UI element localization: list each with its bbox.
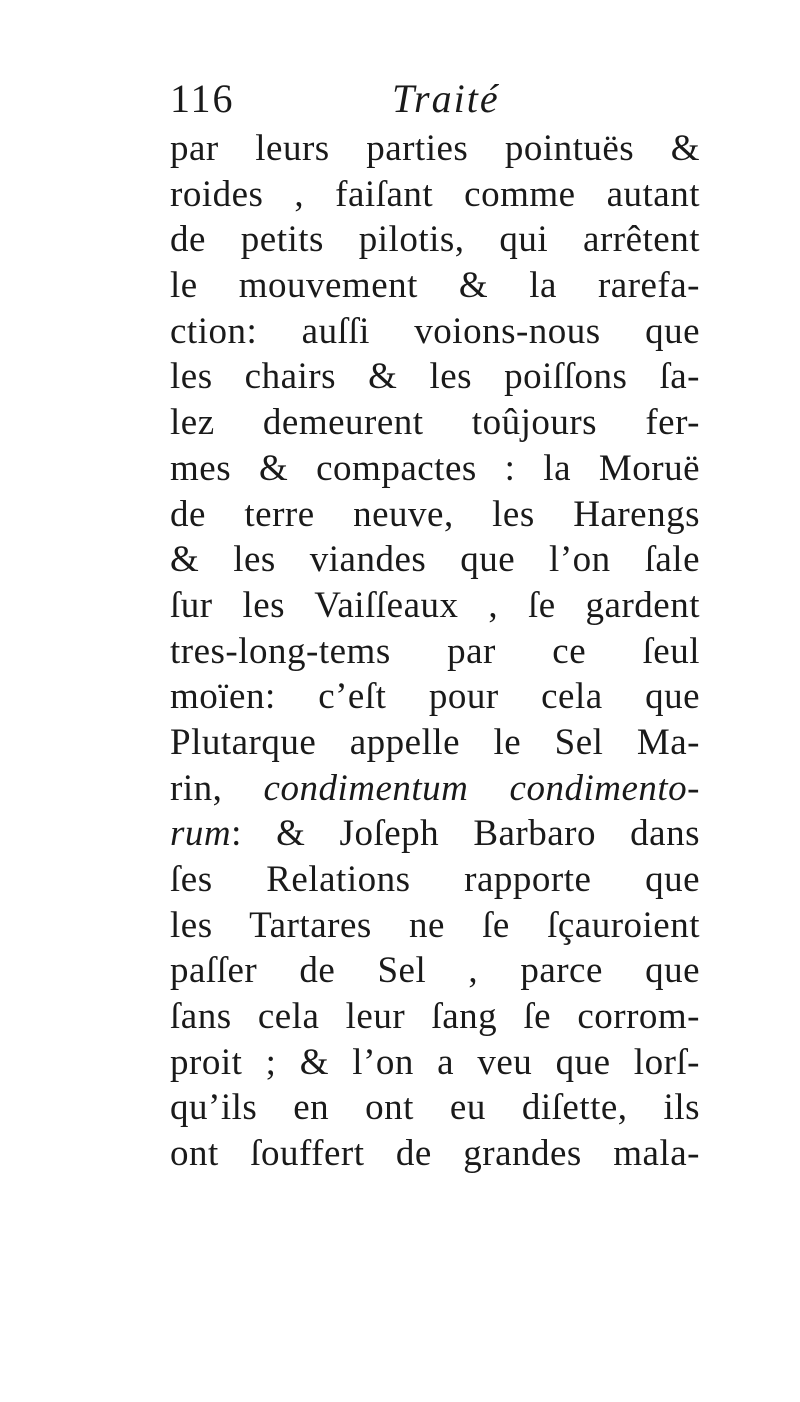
text-line: le mouvement & la rarefa- bbox=[170, 265, 700, 307]
running-title: Traité bbox=[392, 76, 500, 121]
latin-phrase: rum bbox=[170, 813, 232, 855]
text-line: rum: & Joſeph Barbaro dans bbox=[170, 813, 700, 855]
text-line: ſes Relations rapporte que bbox=[170, 859, 700, 900]
text-line: qu’ils en ont eu diſette, ils bbox=[170, 1087, 700, 1129]
text-line: mes & compactes : la Moruë bbox=[170, 447, 700, 489]
text-line: moïen: c’eſt pour cela que bbox=[170, 676, 700, 718]
text-line: Plutarque appelle le Sel Ma- bbox=[170, 721, 700, 763]
latin-phrase: condimentum condimento- bbox=[263, 767, 700, 809]
page-number: 116 bbox=[170, 76, 235, 121]
text-line: ont ſouffert de grandes mala- bbox=[170, 1133, 700, 1175]
text-line: roides , faiſant comme autant bbox=[170, 173, 700, 215]
text-line: ction: auſſi voions-nous que bbox=[170, 310, 700, 352]
text-line: par leurs parties pointuës & bbox=[170, 128, 700, 169]
text-line: les chairs & les poiſſons ſa- bbox=[170, 356, 700, 398]
body-text bbox=[170, 126, 700, 1177]
text-line: de terre neuve, les Harengs bbox=[170, 493, 700, 535]
text-line: lez demeurent toûjours fer- bbox=[170, 402, 700, 444]
text-line: les Tartares ne ſe ſçauroient bbox=[170, 904, 700, 946]
text-line: paſſer de Sel , parce que bbox=[170, 950, 700, 992]
text-line: rin, condimentum condimento- bbox=[170, 767, 700, 809]
text-line: & les viandes que l’on ſale bbox=[170, 539, 700, 581]
text-line: ſur les Vaiſſeaux , ſe gardent bbox=[170, 584, 700, 626]
text-line: tres-long-tems par ce ſeul bbox=[170, 630, 700, 672]
running-head bbox=[170, 74, 700, 124]
text-line: proit ; & l’on a veu que lorſ- bbox=[170, 1041, 700, 1083]
text-line: ſans cela leur ſang ſe corrom- bbox=[170, 996, 700, 1038]
text-line: de petits pilotis, qui arrêtent bbox=[170, 219, 700, 261]
